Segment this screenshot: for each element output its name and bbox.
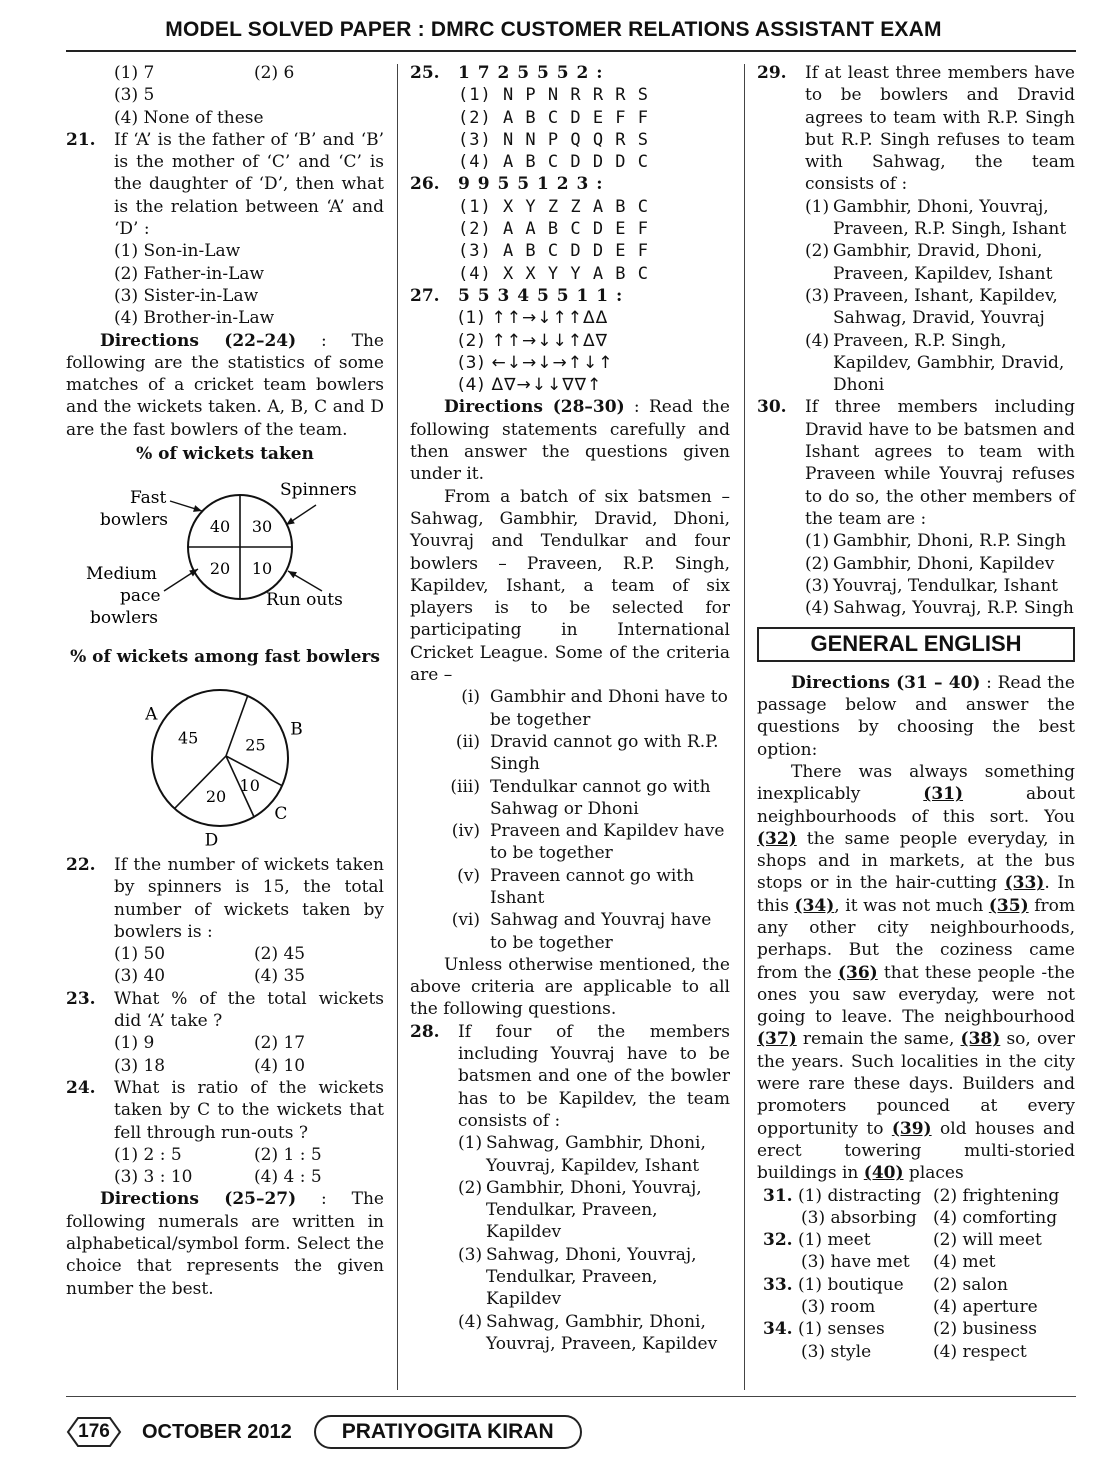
slice-label-b: B <box>290 719 303 740</box>
chart-2-title: % of wickets among fast bowlers <box>70 646 380 667</box>
question-text: If ‘A’ is the father of ‘B’ and ‘B’ is the mother of ‘C’ and ‘C’ is the daughter of ‘D’, then what is the relation between ‘A’ and ‘D’ : <box>114 129 384 240</box>
criteria-note: Unless otherwise mentioned, the above criteria are applicable to all the following questions. <box>410 954 730 1020</box>
question-30: 30. If three members including Dravid have to be batsmen and Ishant agrees to team with Praveen while Youvraj refuses to do so, the other members of the team are : <box>757 397 1075 529</box>
option: (1) 9 <box>114 1033 155 1054</box>
header-rule <box>66 50 1076 52</box>
directions-25-27: Directions (25–27) : The following numerals are written in alphabetical/symbol form. Select the choice that represents the given number the best. <box>66 1189 384 1299</box>
category-label: bowlers <box>100 510 169 531</box>
option: (1) Son-in-Law <box>114 241 241 262</box>
option: (4) Δ∇→↓↓∇∇↑ <box>458 375 603 396</box>
option: (4) 4 : 5 <box>254 1167 322 1188</box>
slice-label-c: C <box>274 803 288 824</box>
category-label: Run outs <box>266 590 343 611</box>
slice-label-d: D <box>204 830 219 848</box>
option: (2) ↑↑→↓↓↑Δ∇ <box>458 330 608 351</box>
column-divider <box>744 64 745 1390</box>
question-27: 27. 5 5 3 4 5 5 1 1 : <box>410 285 624 306</box>
slice-value-spinners: 30 <box>251 517 273 537</box>
option: (1) 50 <box>114 944 166 965</box>
arrow-fast-bowlers-head <box>193 506 202 513</box>
option: (2) 17 <box>254 1033 306 1054</box>
fast-bowlers-chart <box>66 670 384 848</box>
option: (3) Sister-in-Law <box>114 285 259 306</box>
option: (3) 40 <box>114 966 166 987</box>
footer-rule <box>66 1396 1076 1397</box>
option: (2) 45 <box>254 944 306 965</box>
page-header: MODEL SOLVED PAPER : DMRC CUSTOMER RELATIONS ASSISTANT EXAM <box>165 18 942 41</box>
question-26: 26. 9 9 5 5 1 2 3 : <box>410 174 604 195</box>
question-25: 25. 1 7 2 5 5 5 2 : <box>410 63 604 83</box>
column-divider <box>397 64 398 1390</box>
issue-month: OCTOBER 2012 <box>142 1420 292 1443</box>
option: (1) X Y Z Z A B C <box>458 196 649 217</box>
option: (4) A B C D D D C <box>458 152 649 173</box>
question-34: 34. (1) senses (2) business <box>763 1319 1037 1340</box>
option: (3) N N P Q Q R S <box>458 129 649 150</box>
column-3: 29. If at least three members have to be bowlers and Dravid agrees to team with R.P. Singh but R.P. Singh refuses to team with Sahwag, the team consists of : (1) Gambhir, Dhoni, Youvraj, Praveen, R.P. Singh, Ishant (2) Gambhir, Dravid, Dhoni, Praveen, Kapildev, Ishant (3) Praveen, Ishant, Kapildev, Sahwag, Dravid, Youvraj (4) Praveen, R.P. Singh, Kapildev, Gambhir, Dravid, Dhoni 30. If three members including Dravid have to be batsmen and Ishant agrees to team with Praveen while Youvraj refuses to do so, the other members of the team are : (1) Gambhir, Dhoni, R.P. Singh (2) Gambhir, Dhoni, Kapildev (3) Youvraj, Tendulkar, Ishant (4) Sahwag, Youvraj, R.P. Singh GENERAL ENGLISH Directions (31 – 40) : Read the passage below and answer the questions by choosing the best option: There was always something inexplicably (31) about neighbourhoods of this sort. You (32) the same people everyday, in shops and in markets, at the bus stops or in the hair-cutting (33). In this (34), it was not much (35) from any other city neighbourhoods, perhaps. But the coziness came from the (36) that these people -the ones you saw everyday, were not going to leave. The neighbourhood (37) remain the same, (38) so, over the years. Such localities in the city were rare these days. Builders and promoters pounced at every opportunity to (39) old houses and erect towering multi-storied buildings in (40) places 31. (1) distracting (2) frightening (3) absorbing (4) comforting 32. (1) meet (2) will meet (3) have met (4) met 33. (1) boutique (2) salon (3) room (4) aperture 34. (1) senses (2) business (3) style (4) respect <box>757 63 1076 1362</box>
question-number: 21. <box>66 129 96 150</box>
magazine-name: PRATIYOGITA KIRAN <box>314 1415 582 1449</box>
option: (2) A B C D E F F <box>458 107 649 128</box>
cloze-passage: There was always something inexplicably (31) about neighbourhoods of this sort. You (32) the same people everyday, in shops and in markets, at the bus stops or in the hair-cutting (33). In this (34), it was not much (35) from any other city neighbourhoods, perhaps. But the coziness came from the (36) that these people -the ones you saw everyday, were not going to leave. The neighbourhood (37) remain the same, (38) so, over the years. Such localities in the city were rare these days. Builders and promoters pounced at every opportunity to (39) old houses and erect towering multi-storied buildings in (40) places <box>757 761 1076 1184</box>
question-24: 24. What is ratio of the wickets taken by C to the wickets that fell through run-outs ? <box>66 1077 384 1143</box>
option: (3) 5 <box>114 85 155 106</box>
question-29: 29. If at least three members have to be bowlers and Dravid agrees to team with R.P. Singh but R.P. Singh refuses to team with Sahwag, the team consists of : <box>757 63 1075 195</box>
slice-label-a: A <box>145 703 158 724</box>
option: (4) None of these <box>114 107 264 128</box>
option: (1) 7 <box>114 63 155 83</box>
option: (1) 2 : 5 <box>114 1144 182 1165</box>
question-33: 33. (1) boutique (2) salon <box>763 1274 1008 1295</box>
passage-criteria-intro: From a batch of six batsmen – Sahwag, Gambhir, Dravid, Dhoni, Youvraj and Tendulkar and four bowlers – Praveen, R.P. Singh, Kapildev, Ishant, a team of six players is to be selected for participating in International Cricket League. Some of the criteria are – <box>410 486 730 686</box>
option: (3) ←↓→↓→↑↓↑ <box>458 352 614 373</box>
option: (4) 10 <box>254 1055 306 1076</box>
category-label: pace <box>120 586 161 607</box>
option: (3) 18 <box>114 1055 166 1076</box>
slice-value-fast-bowlers: 40 <box>209 517 231 537</box>
option: (2) Father-in-Law <box>114 263 265 284</box>
category-label: Fast <box>130 488 167 509</box>
question-22: 22. If the number of wickets taken by spinners is 15, the total number of wickets taken by bowlers is : <box>66 854 384 942</box>
slice-value-a: 45 <box>177 727 199 747</box>
option: (1) N P N R R R S <box>458 85 649 106</box>
wickets-taken-chart <box>66 467 384 635</box>
arrow-run-outs-head <box>288 571 297 578</box>
category-label: Medium <box>86 564 157 585</box>
question-32: 32. (1) meet (2) will meet <box>763 1230 1042 1251</box>
question-21 <box>66 129 384 240</box>
directions-28-30: Directions (28–30) : Read the following statements carefully and then answer the questions given under it. <box>410 397 730 485</box>
question-31: 31. (1) distracting (2) frightening <box>763 1185 1060 1206</box>
directions-31-40: Directions (31 – 40) : Read the passage below and answer the questions by choosing the best option: <box>757 672 1075 760</box>
option: (2) 1 : 5 <box>254 1144 322 1165</box>
category-label: Spinners <box>280 480 357 501</box>
option: (4) X X Y Y A B C <box>458 263 649 284</box>
column-1 <box>66 62 384 1300</box>
option: (4) Brother-in-Law <box>114 308 275 329</box>
option: (1) ↑↑→↓↑↑ΔΔ <box>458 308 609 329</box>
arrow-spinners-head <box>286 518 295 526</box>
option: (3) 3 : 10 <box>114 1167 193 1188</box>
directions-22-24: Directions (22–24) : The following are the statistics of some matches of a cricket team bowlers and the wickets taken. A, B, C and D are the fast bowlers of the team. <box>66 330 384 440</box>
question-23: 23. What % of the total wickets did ‘A’ take ? <box>66 988 384 1032</box>
section-title-general-english: GENERAL ENGLISH <box>757 627 1075 661</box>
chart-1-title: % of wickets taken <box>136 444 314 465</box>
column-2: 25. 1 7 2 5 5 5 2 : (1) N P N R R R S (2) A B C D E F F (3) N N P Q Q R S (4) A B C D D D C 26. 9 9 5 5 1 2 3 : (1) X Y Z Z A B C (2) A A B C D E F (3) A B C D D E F (4) X X Y Y A B C 27. 5 5 3 4 5 5 1 1 : (1) ↑↑→↓↑↑ΔΔ (2) ↑↑→↓↓↑Δ∇ (3) ←↓→↓→↑↓↑ (4) Δ∇→↓↓∇∇↑ Directions (28–30) : Read the following statements carefully and then answer the questions given under it. From a batch of six batsmen – Sahwag, Gambhir, Dravid, Dhoni, Youvraj and Tendulkar and four bowlers – Praveen, R.P. Singh, Kapildev, Ishant, a team of six players is to be selected for participating in International Cricket League. Some of the criteria are – (i) Gambhir and Dhoni have to be together (ii) Dravid cannot go with R.P. Singh (iii) Tendulkar cannot go with Sahwag or Dhoni (iv) Praveen and Kapildev have to be together (v) Praveen cannot go with Ishant (vi) Sahwag and Youvraj have to be together Unless otherwise mentioned, the above criteria are applicable to all the following questions. 28. If four of the members including Youvraj have to be batsmen and one of the bowler has to be Kapildev, the team consists of : (1) Sahwag, Gambhir, Dhoni, Youvraj, Kapildev, Ishant (2) Gambhir, Dhoni, Youvraj, Tendulkar, Praveen, Kapildev (3) Sahwag, Dhoni, Youvraj, Tendulkar, Praveen, Kapildev (4) Sahwag, Gambhir, Dhoni, Youvraj, Praveen, Kapildev <box>410 63 730 1354</box>
question-28: 28. If four of the members including Youvraj have to be batsmen and one of the bowler has to be Kapildev, the team consists of : <box>410 1021 730 1131</box>
category-label: bowlers <box>90 608 159 629</box>
slice-value-c: 10 <box>239 775 260 795</box>
slice-value-b: 25 <box>245 735 266 755</box>
slice-value-run-outs: 10 <box>251 559 273 579</box>
option: (4) 35 <box>254 966 306 987</box>
page-number: 176 <box>78 1421 110 1442</box>
criteria-list: (i) Gambhir and Dhoni have to be together (ii) Dravid cannot go with R.P. Singh (iii) Tendulkar cannot go with Sahwag or Dhoni (iv) Praveen and Kapildev have to be together (v) Praveen cannot go with Ishant (vi) Sahwag and Youvraj have to be together <box>450 687 728 953</box>
option: (3) A B C D D E F <box>458 241 649 262</box>
slice-value-medium-pace: 20 <box>209 559 231 579</box>
option: (2) A A B C D E F <box>458 219 649 240</box>
page-footer <box>66 1414 582 1450</box>
option: (2) 6 <box>254 63 295 83</box>
slice-value-d: 20 <box>205 786 227 806</box>
